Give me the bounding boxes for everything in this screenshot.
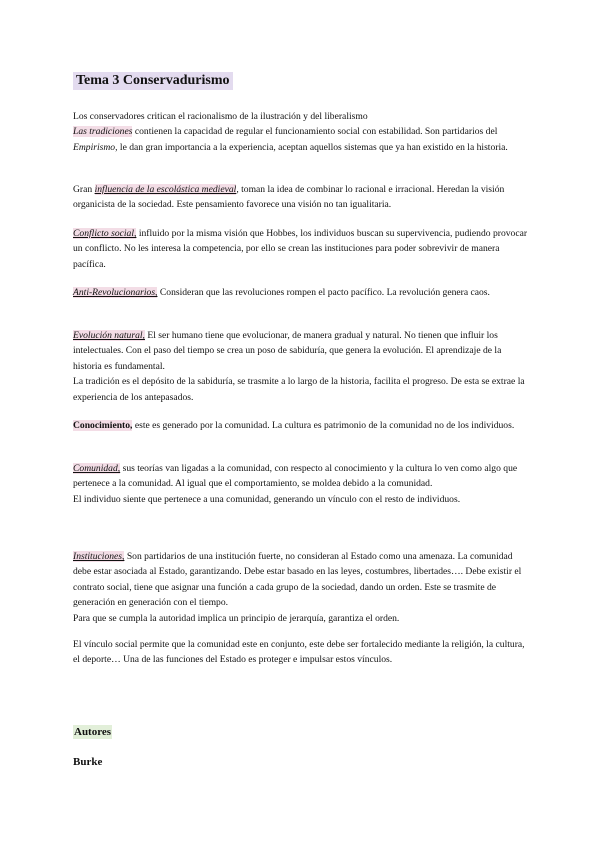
term-antirevolucionarios: Anti-Revolucionarios,	[73, 287, 158, 298]
evolucion-text2: La tradición es el depósito de la sabiduría, se trasmite a lo largo de la historia, facilita el progreso. De esta se extrae la experiencia de los antepasados.	[73, 376, 525, 403]
escolastica-pre: Gran	[73, 184, 95, 195]
paragraph-instituciones	[73, 549, 531, 626]
conflicto-text: influido por la misma visión que Hobbes, los individuos buscan su supervivencia, pudiendo provocar un conflicto. No les interesa la competencia, por ello se crean las instituciones para poder sobrevivir de manera pacífica.	[73, 228, 528, 270]
comunidad-text: sus teorías van ligadas a la comunidad, con respecto al conocimiento y la cultura lo ven como algo que pertenece a la comunidad. Al igual que el comportamiento, se moldea debido a la comunidad.	[73, 463, 518, 490]
evolucion-text: El ser humano tiene que evolucionar, de manera gradual y natural. No tienen que influir los intelectuales. Con el paso del tiempo se crea un poso de sabiduría, que genera la evolución. El aprendizaje de la historia es fundamental.	[73, 330, 502, 372]
tradiciones-text-b: le dan gran importancia a la experiencia, aceptan aquellos sistemas que ya han existido en la historia.	[117, 141, 508, 153]
instituciones-text: Son partidarios de una institución fuerte, no consideran al Estado como una amenaza. La comunidad debe estar asociada al Estado, garantizando. Debe estar basado en las leyes, costumbres, libertades…. Debe existir el contrato social, tiene que asignar una función a cada grupo de la sociedad, dando un orden. Este se trasmite de generación en generación con el tiempo.	[73, 551, 522, 609]
paragraph-conocimiento	[73, 418, 531, 433]
evolucion-main	[73, 328, 531, 374]
comunidad-main	[73, 461, 531, 492]
term-empirismo: Empirismo,	[73, 141, 118, 153]
comunidad-text2: El individuo siente que pertenece a una comunidad, generando un vínculo con el resto de individuos.	[73, 493, 461, 505]
tradiciones-paragraph	[73, 124, 531, 155]
instituciones-text2: Para que se cumpla la autoridad implica un principio de jerarquía, garantiza el orden.	[73, 612, 400, 624]
paragraph-evolucion	[73, 328, 531, 405]
paragraph-antirevolucionarios	[73, 285, 531, 300]
term-tradiciones: Las tradiciones	[73, 126, 133, 138]
conocimiento-text: este es generado por la comunidad. La cultura es patrimonio de la comunidad no de los individuos.	[132, 420, 515, 431]
escolastica-text: , toman la idea de combinar lo racional e irracional. Heredan la visión organicista de la sociedad. Este pensamiento favorece una visión no tan igualitaria.	[73, 184, 505, 211]
antirevolucionarios-text: Consideran que las revoluciones rompen el pacto pacífico. La revolución genera caos.	[157, 287, 490, 298]
heading-burke: Burke	[73, 756, 103, 768]
page-title: Tema 3 Conservadurismo	[73, 72, 233, 90]
term-comunidad: Comunidad,	[73, 463, 121, 474]
term-instituciones: Instituciones,	[73, 551, 125, 562]
paragraph-escolastica	[73, 182, 531, 213]
term-conflicto: Conflicto social,	[73, 228, 137, 239]
term-conocimiento: Conocimiento,	[73, 420, 133, 431]
paragraph-intro	[73, 109, 531, 155]
paragraph-vinculo	[73, 637, 531, 668]
heading-autores: Autores	[74, 726, 112, 738]
instituciones-main	[73, 549, 531, 611]
term-escolastica: influencia de la escolástica medieval	[94, 184, 237, 195]
paragraph-comunidad	[73, 461, 531, 507]
vinculo-text: El vínculo social permite que la comunidad este en conjunto, este debe ser fortalecido mediante la religión, la cultura, el deporte… Una de las funciones del Estado es proteger e impulsar estos vínculos.	[73, 639, 525, 666]
tradiciones-text-a: contienen la capacidad de regular el funcionamiento social con estabilidad. Son partidarios del	[132, 126, 498, 138]
term-evolucion: Evolución natural,	[73, 330, 145, 341]
paragraph-conflicto	[73, 226, 531, 272]
intro-line: Los conservadores critican el racionalismo de la ilustración y del liberalismo	[73, 111, 368, 122]
